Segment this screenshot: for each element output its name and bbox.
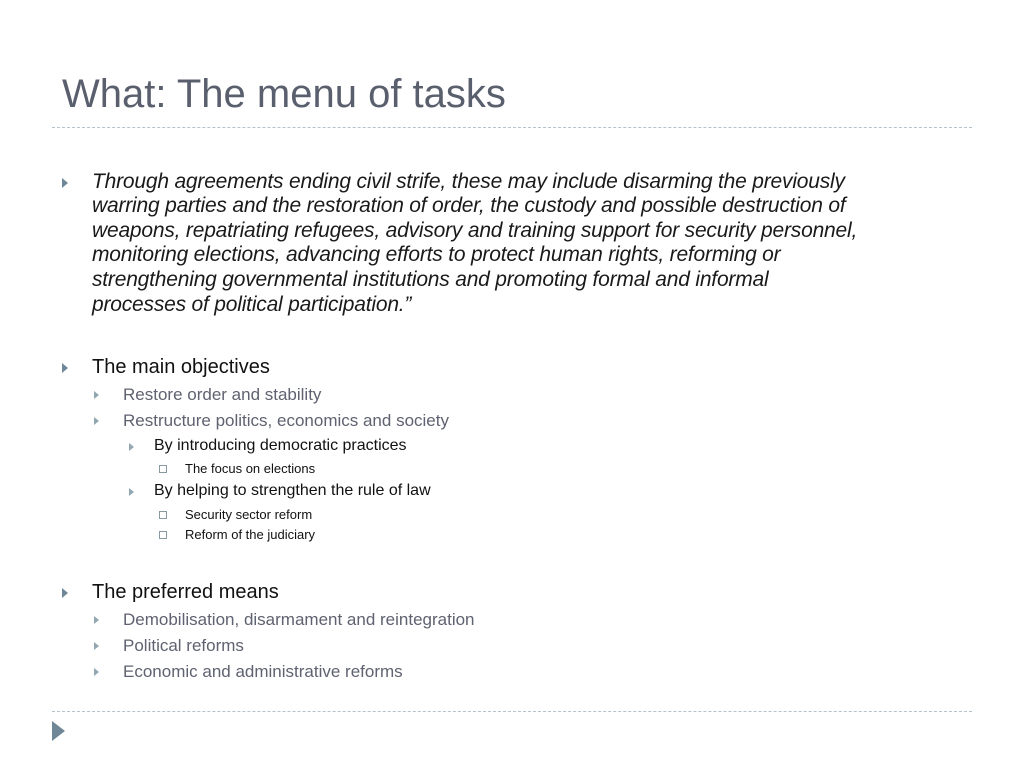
main-objectives-bullet-icon	[62, 363, 68, 373]
preferred-means-heading: The preferred means	[92, 581, 279, 603]
quote-line: strengthening governmental institutions and promoting formal and informal	[92, 268, 769, 291]
preferred-means-bullet-icon	[62, 588, 68, 598]
square-bullet-icon	[159, 511, 167, 519]
means-item: Demobilisation, disarmament and reintegration	[123, 610, 475, 629]
sub-bullet-icon	[94, 642, 99, 650]
quote-line: warring parties and the restoration of order, the custody and possible destruction of	[92, 194, 846, 217]
means-item: Economic and administrative reforms	[123, 662, 403, 681]
sub-bullet-icon	[129, 443, 134, 451]
judiciary-reform-item: Reform of the judiciary	[185, 527, 316, 542]
elections-item: The focus on elections	[185, 461, 316, 476]
quote-line: weapons, repatriating refugees, advisory and training support for security personnel,	[92, 219, 858, 242]
security-reform-item: Security sector reform	[185, 507, 313, 522]
square-bullet-icon	[159, 465, 167, 473]
quote-line: monitoring elections, advancing efforts to protect human rights, reforming or	[92, 243, 781, 266]
sub-bullet-icon	[94, 391, 99, 399]
sub-bullet-icon	[94, 417, 99, 425]
quote-bullet-icon	[62, 178, 68, 188]
democratic-practices-item: By introducing democratic practices	[154, 437, 407, 454]
sub-bullet-icon	[94, 668, 99, 676]
footer-divider	[52, 711, 972, 712]
sub-bullet-icon	[94, 616, 99, 624]
quote-line: processes of political participation.”	[92, 293, 412, 316]
objective-item: Restructure politics, economics and society	[123, 411, 449, 430]
slide-title: What: The menu of tasks	[62, 72, 506, 116]
square-bullet-icon	[159, 531, 167, 539]
quote-line: Through agreements ending civil strife, these may include disarming the previously	[92, 170, 845, 193]
sub-bullet-icon	[129, 488, 134, 496]
title-divider	[52, 127, 972, 128]
rule-of-law-item: By helping to strengthen the rule of law	[154, 482, 431, 499]
main-objectives-heading: The main objectives	[92, 356, 270, 378]
means-item: Political reforms	[123, 636, 244, 655]
next-slide-icon[interactable]	[52, 721, 65, 741]
objective-item: Restore order and stability	[123, 385, 322, 404]
